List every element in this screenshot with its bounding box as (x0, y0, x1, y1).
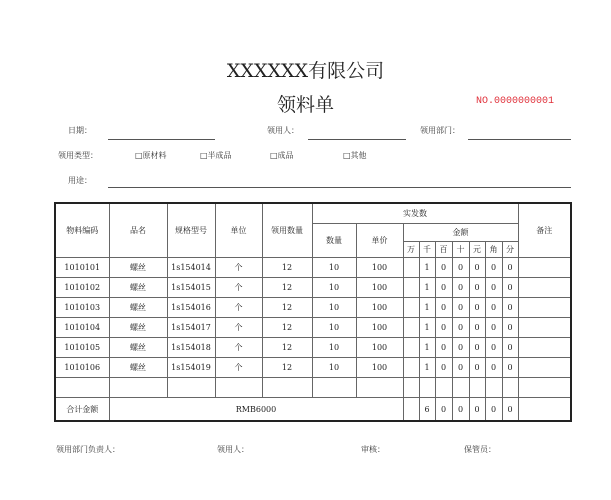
amount-digit: 1 (419, 278, 435, 298)
header-spec: 规格型号 (167, 203, 215, 258)
unit: 个 (215, 278, 262, 298)
table-row (55, 278, 571, 298)
unit-price: 100 (356, 338, 403, 358)
header-req-qty: 领用数量 (262, 203, 312, 258)
total-amount: RMB6000 (109, 398, 403, 422)
empty-cell (502, 378, 518, 398)
amount-digit: 0 (502, 338, 518, 358)
material-code: 1010106 (55, 358, 109, 378)
total-row (55, 398, 571, 422)
amount-digit: 0 (452, 318, 469, 338)
unit: 个 (215, 318, 262, 338)
amount-digit: 0 (452, 258, 469, 278)
requested-qty: 12 (262, 318, 312, 338)
remark-cell (518, 358, 571, 378)
total-digit: 0 (485, 398, 502, 422)
date-label: 日期： (68, 126, 92, 135)
amount-digit: 0 (452, 278, 469, 298)
spec: 1s154017 (167, 318, 215, 338)
empty-cell (485, 378, 502, 398)
amount-digit: 0 (469, 338, 485, 358)
remark-cell (518, 298, 571, 318)
purpose-label: 用途： (68, 176, 92, 185)
item-name: 螺丝 (109, 338, 167, 358)
amount-digit (403, 298, 419, 318)
type-option-raw[interactable]: □原材料 (135, 151, 167, 160)
total-digit: 0 (435, 398, 452, 422)
header-code: 物料编码 (55, 203, 109, 258)
unit: 个 (215, 358, 262, 378)
receiver-label: 领用人： (267, 126, 299, 135)
empty-cell (312, 378, 356, 398)
header-digit: 万 (403, 242, 419, 258)
issued-qty: 10 (312, 318, 356, 338)
type-option-finished[interactable]: □成品 (270, 151, 294, 160)
amount-digit: 0 (502, 318, 518, 338)
total-digit (403, 398, 419, 422)
table-row (55, 358, 571, 378)
total-remark (518, 398, 571, 422)
amount-digit (403, 358, 419, 378)
item-name: 螺丝 (109, 318, 167, 338)
type-option-other[interactable]: □其他 (343, 151, 367, 160)
empty-cell (518, 378, 571, 398)
empty-cell (167, 378, 215, 398)
amount-digit (403, 278, 419, 298)
header-issued: 实发数 (312, 203, 518, 224)
empty-cell (356, 378, 403, 398)
item-name: 螺丝 (109, 278, 167, 298)
material-code: 1010101 (55, 258, 109, 278)
requested-qty: 12 (262, 358, 312, 378)
material-code: 1010104 (55, 318, 109, 338)
amount-digit: 0 (452, 298, 469, 318)
empty-cell (403, 378, 419, 398)
amount-digit: 1 (419, 298, 435, 318)
remark-cell (518, 318, 571, 338)
empty-row (55, 378, 571, 398)
amount-digit: 0 (469, 298, 485, 318)
table-row (55, 258, 571, 278)
issued-qty: 10 (312, 298, 356, 318)
amount-digit: 0 (485, 338, 502, 358)
header-name: 品名 (109, 203, 167, 258)
header-amount: 金额 (403, 224, 518, 242)
issued-qty: 10 (312, 338, 356, 358)
unit-price: 100 (356, 258, 403, 278)
amount-digit: 0 (435, 278, 452, 298)
amount-digit (403, 258, 419, 278)
total-digit: 6 (419, 398, 435, 422)
department-label: 领用部门： (420, 126, 460, 135)
header-digit: 角 (485, 242, 502, 258)
material-code: 1010105 (55, 338, 109, 358)
unit-price: 100 (356, 358, 403, 378)
amount-digit: 0 (485, 358, 502, 378)
amount-digit: 0 (435, 338, 452, 358)
table-row (55, 298, 571, 318)
remark-cell (518, 278, 571, 298)
department-field[interactable] (468, 139, 571, 140)
header-digit: 十 (452, 242, 469, 258)
amount-digit: 0 (485, 278, 502, 298)
remark-cell (518, 258, 571, 278)
amount-digit: 0 (469, 278, 485, 298)
footer-receiver: 领用人： (217, 445, 249, 454)
material-code: 1010102 (55, 278, 109, 298)
unit: 个 (215, 258, 262, 278)
header-unit: 单位 (215, 203, 262, 258)
issued-qty: 10 (312, 258, 356, 278)
receiver-field[interactable] (308, 139, 406, 140)
issued-qty: 10 (312, 358, 356, 378)
empty-cell (215, 378, 262, 398)
empty-cell (435, 378, 452, 398)
footer-dept-head: 领用部门负责人： (56, 445, 120, 454)
requested-qty: 12 (262, 278, 312, 298)
header-digit: 千 (419, 242, 435, 258)
empty-cell (419, 378, 435, 398)
amount-digit: 1 (419, 338, 435, 358)
unit-price: 100 (356, 298, 403, 318)
form-title: 领料单 (276, 94, 334, 116)
amount-digit: 1 (419, 318, 435, 338)
company-name: XXXXXX有限公司 (226, 60, 385, 82)
spec: 1s154019 (167, 358, 215, 378)
empty-cell (262, 378, 312, 398)
form-number: NO.0000000001 (476, 96, 555, 107)
amount-digit: 0 (469, 318, 485, 338)
header-price: 单价 (356, 224, 403, 258)
remark-cell (518, 338, 571, 358)
empty-cell (452, 378, 469, 398)
amount-digit: 1 (419, 258, 435, 278)
spec: 1s154018 (167, 338, 215, 358)
total-digit: 0 (502, 398, 518, 422)
amount-digit: 0 (485, 318, 502, 338)
header-remark: 备注 (518, 203, 571, 258)
total-digit: 0 (469, 398, 485, 422)
footer-review: 审核： (361, 445, 385, 454)
spec: 1s154015 (167, 278, 215, 298)
header-digit: 元 (469, 242, 485, 258)
material-table (54, 202, 572, 422)
spec: 1s154014 (167, 258, 215, 278)
total-digit: 0 (452, 398, 469, 422)
amount-digit: 0 (485, 298, 502, 318)
footer-keeper: 保管员： (464, 445, 496, 454)
item-name: 螺丝 (109, 258, 167, 278)
item-name: 螺丝 (109, 298, 167, 318)
header-qty: 数量 (312, 224, 356, 258)
requested-qty: 12 (262, 258, 312, 278)
material-code: 1010103 (55, 298, 109, 318)
date-field[interactable] (108, 139, 215, 140)
amount-digit: 0 (435, 318, 452, 338)
empty-cell (55, 378, 109, 398)
amount-digit (403, 318, 419, 338)
table-row (55, 318, 571, 338)
amount-digit: 1 (419, 358, 435, 378)
unit: 个 (215, 338, 262, 358)
issued-qty: 10 (312, 278, 356, 298)
unit-price: 100 (356, 278, 403, 298)
amount-digit: 0 (435, 358, 452, 378)
amount-digit: 0 (469, 358, 485, 378)
empty-cell (109, 378, 167, 398)
amount-digit: 0 (502, 278, 518, 298)
type-option-semi[interactable]: □半成品 (200, 151, 232, 160)
amount-digit: 0 (502, 298, 518, 318)
spec: 1s154016 (167, 298, 215, 318)
type-label: 领用类型： (58, 151, 98, 160)
amount-digit: 0 (502, 258, 518, 278)
amount-digit: 0 (435, 298, 452, 318)
item-name: 螺丝 (109, 358, 167, 378)
amount-digit: 0 (452, 338, 469, 358)
requested-qty: 12 (262, 298, 312, 318)
total-label: 合计金额 (55, 398, 109, 422)
requested-qty: 12 (262, 338, 312, 358)
amount-digit: 0 (502, 358, 518, 378)
header-digit: 分 (502, 242, 518, 258)
purpose-field[interactable] (108, 187, 571, 188)
header-digit: 百 (435, 242, 452, 258)
amount-digit (403, 338, 419, 358)
amount-digit: 0 (469, 258, 485, 278)
amount-digit: 0 (452, 358, 469, 378)
amount-digit: 0 (485, 258, 502, 278)
unit-price: 100 (356, 318, 403, 338)
table-row (55, 338, 571, 358)
amount-digit: 0 (435, 258, 452, 278)
empty-cell (469, 378, 485, 398)
unit: 个 (215, 298, 262, 318)
